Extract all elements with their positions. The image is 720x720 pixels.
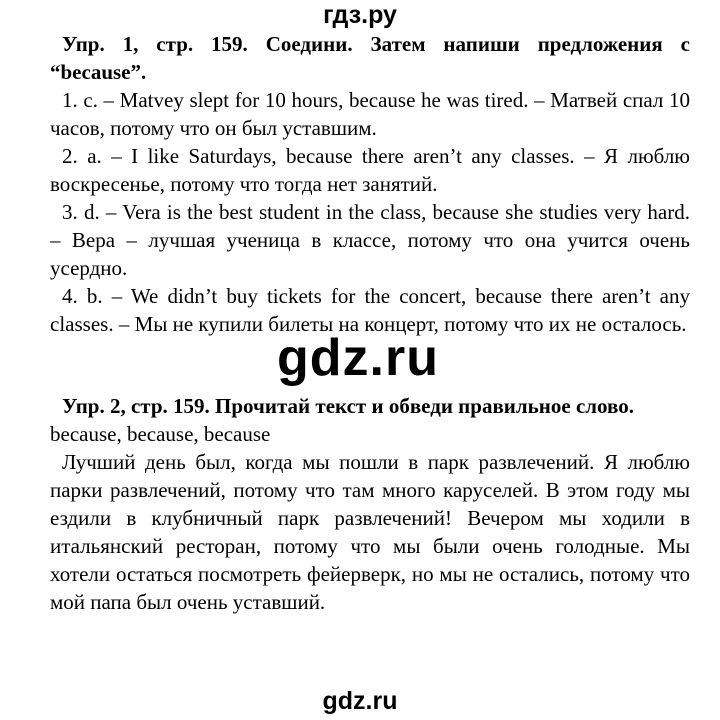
watermark-middle: gdz.ru [277,329,439,387]
exercise-2 [50,392,690,616]
exercise-2-answer-words: because, because, because [50,422,271,446]
exercise-1-heading: Упр. 1, стр. 159. Соедини. Затем напиши предложения с “because”. [50,32,690,84]
exercise-1-item-3: 3. d. – Vera is the best student in the class, because she studies very hard. – Вера – лучшая ученица в классе, потому что она учится очень усердно. [50,200,690,280]
exercise-1-item-1: 1. c. – Matvey slept for 10 hours, because he was tired. – Матвей спал 10 часов, потому что он был уставшим. [50,88,690,140]
watermark-top: гдз.ру [323,1,397,29]
exercise-1 [50,30,690,338]
watermark-bottom: gdz.ru [322,687,398,715]
exercise-1-item-4: 4. b. – We didn’t buy tickets for the concert, because there aren’t any classes. – Мы не купили билеты на концерт, потому что их не осталось. [50,284,690,336]
exercise-1-item-2: 2. a. – I like Saturdays, because there aren’t any classes. – Я люблю воскресенье, потому что тогда нет занятий. [50,144,690,196]
exercise-2-text: Лучший день был, когда мы пошли в парк развлечений. Я люблю парки развлечений, потому что там много каруселей. В этом году мы ездили в клубничный парк развлечений! Вечером мы ходили в итальянский ресторан, потому что мы были очень голодные. Мы хотели остаться посмотреть фейерверк, но мы не остались, потому что мой папа был очень уставший. [50,450,690,614]
exercise-2-heading: Упр. 2, стр. 159. Прочитай текст и обведи правильное слово. [62,394,634,418]
